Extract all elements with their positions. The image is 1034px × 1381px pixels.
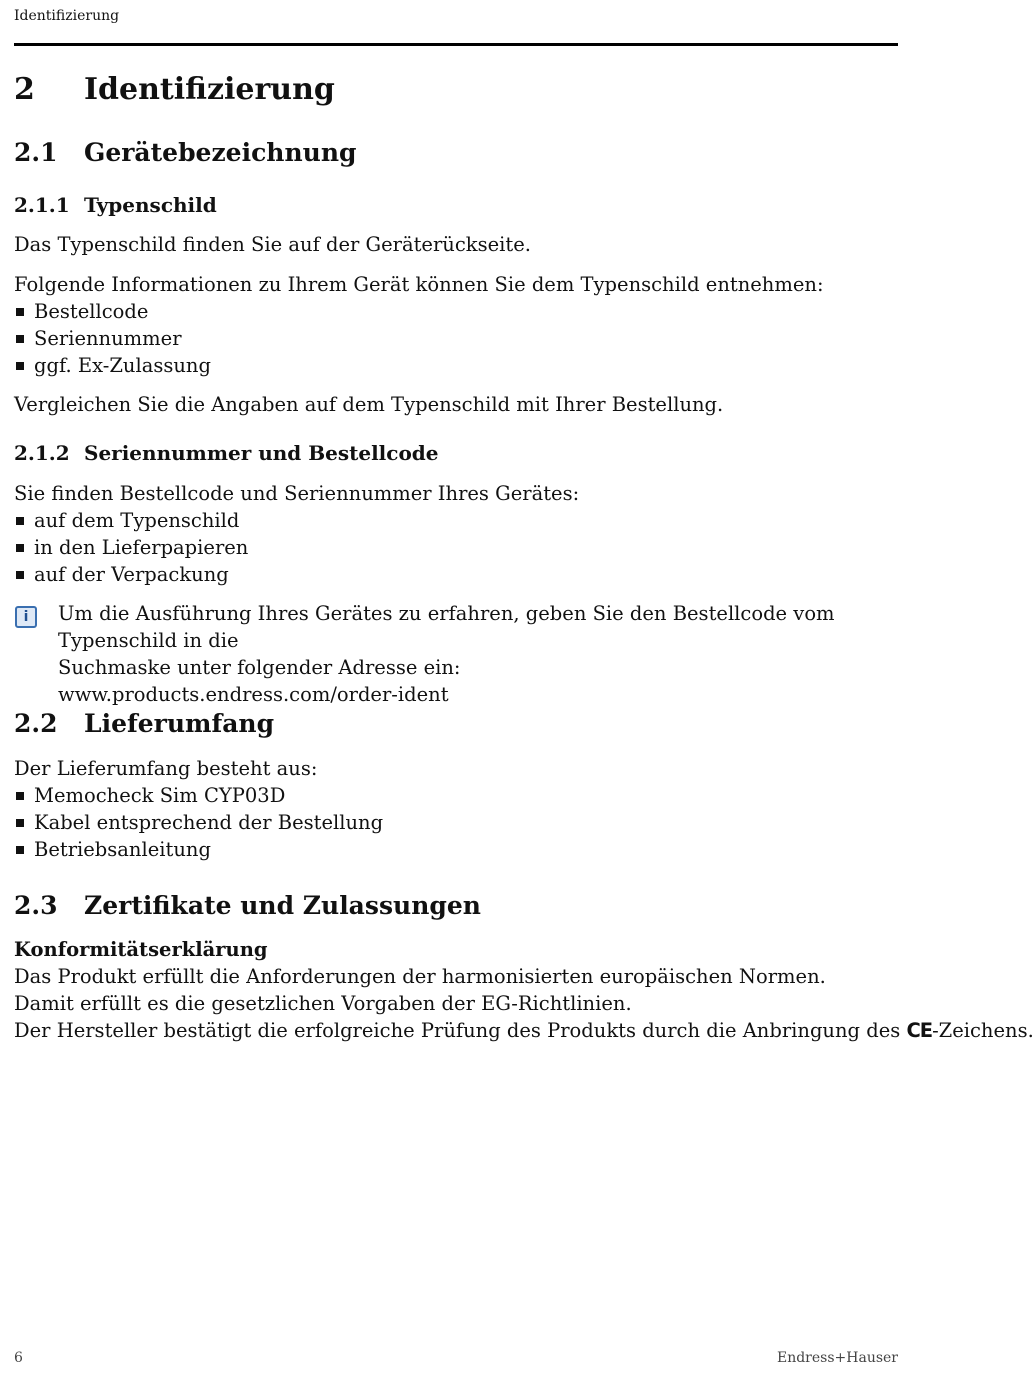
- list-item: ggf. Ex-Zulassung: [14, 352, 211, 379]
- list-item: auf der Verpackung: [14, 561, 248, 588]
- info-icon: i: [15, 606, 37, 628]
- bullet-list: [14, 507, 248, 588]
- list-item: in den Lieferpapieren: [14, 534, 248, 561]
- section-2-1-2-heading: [14, 441, 439, 465]
- list-item: Kabel entsprechend der Bestellung: [14, 809, 383, 836]
- section-number: 2.1.2: [14, 441, 70, 465]
- bullet-list: [14, 782, 383, 863]
- paragraph: [14, 1017, 1034, 1044]
- section-title: Typenschild: [84, 193, 217, 217]
- note-url: www.products.endress.com/order-ident: [58, 683, 449, 706]
- section-2-1-heading: [14, 138, 356, 167]
- chapter-title: Identifizierung: [84, 72, 335, 107]
- paragraph: Das Produkt erfüllt die Anforderungen der harmonisierten europäischen Normen.: [14, 965, 826, 988]
- section-number: 2.3: [14, 891, 58, 920]
- list-item: Memocheck Sim CYP03D: [14, 782, 383, 809]
- section-title: Gerätebezeichnung: [84, 138, 357, 167]
- list-item: Betriebsanleitung: [14, 836, 383, 863]
- section-2-3-heading: [14, 891, 481, 920]
- footer-brand: Endress+Hauser: [776, 1350, 898, 1366]
- section-title: Zertifikate und Zulassungen: [84, 891, 481, 920]
- list-item: Bestellcode: [14, 298, 211, 325]
- section-2-2-heading: [14, 709, 274, 738]
- paragraph: Das Typenschild finden Sie auf der Geräterückseite.: [14, 233, 531, 256]
- section-title: Seriennummer und Bestellcode: [84, 441, 439, 465]
- paragraph: Der Lieferumfang besteht aus:: [14, 757, 318, 780]
- text-segment: Der Hersteller bestätigt die erfolgreiche Prüfung des Produkts durch die Anbringung des: [14, 1019, 907, 1042]
- note-line: Suchmaske unter folgender Adresse ein:: [58, 656, 461, 679]
- paragraph: Folgende Informationen zu Ihrem Gerät können Sie dem Typenschild entnehmen:: [14, 273, 824, 296]
- section-number: 2.1.1: [14, 193, 70, 217]
- info-note: [14, 600, 898, 706]
- note-text: [58, 600, 908, 708]
- paragraph: Damit erfüllt es die gesetzlichen Vorgaben der EG-Richtlinien.: [14, 992, 632, 1015]
- text-segment: -Zeichens.: [932, 1019, 1034, 1042]
- note-line: Um die Ausführung Ihres Gerätes zu erfahren, geben Sie den Bestellcode vom Typenschild in die: [58, 602, 835, 652]
- bullet-list: [14, 298, 211, 379]
- page-number: 6: [14, 1350, 23, 1366]
- subheading: Konformitätserklärung: [14, 938, 268, 961]
- list-item: auf dem Typenschild: [14, 507, 248, 534]
- section-number: 2.2: [14, 709, 58, 738]
- chapter-heading: [14, 72, 335, 107]
- section-title: Lieferumfang: [84, 709, 275, 738]
- section-number: 2.1: [14, 138, 58, 167]
- running-header: Identifizierung: [14, 8, 120, 24]
- header-rule: [14, 43, 898, 46]
- document-page: [14, 0, 1034, 1381]
- list-item: Seriennummer: [14, 325, 211, 352]
- ce-mark: CE: [906, 1019, 933, 1042]
- paragraph: Sie finden Bestellcode und Seriennummer Ihres Gerätes:: [14, 482, 580, 505]
- section-2-1-1-heading: [14, 193, 217, 217]
- paragraph: Vergleichen Sie die Angaben auf dem Typenschild mit Ihrer Bestellung.: [14, 393, 724, 416]
- chapter-number: 2: [14, 72, 35, 107]
